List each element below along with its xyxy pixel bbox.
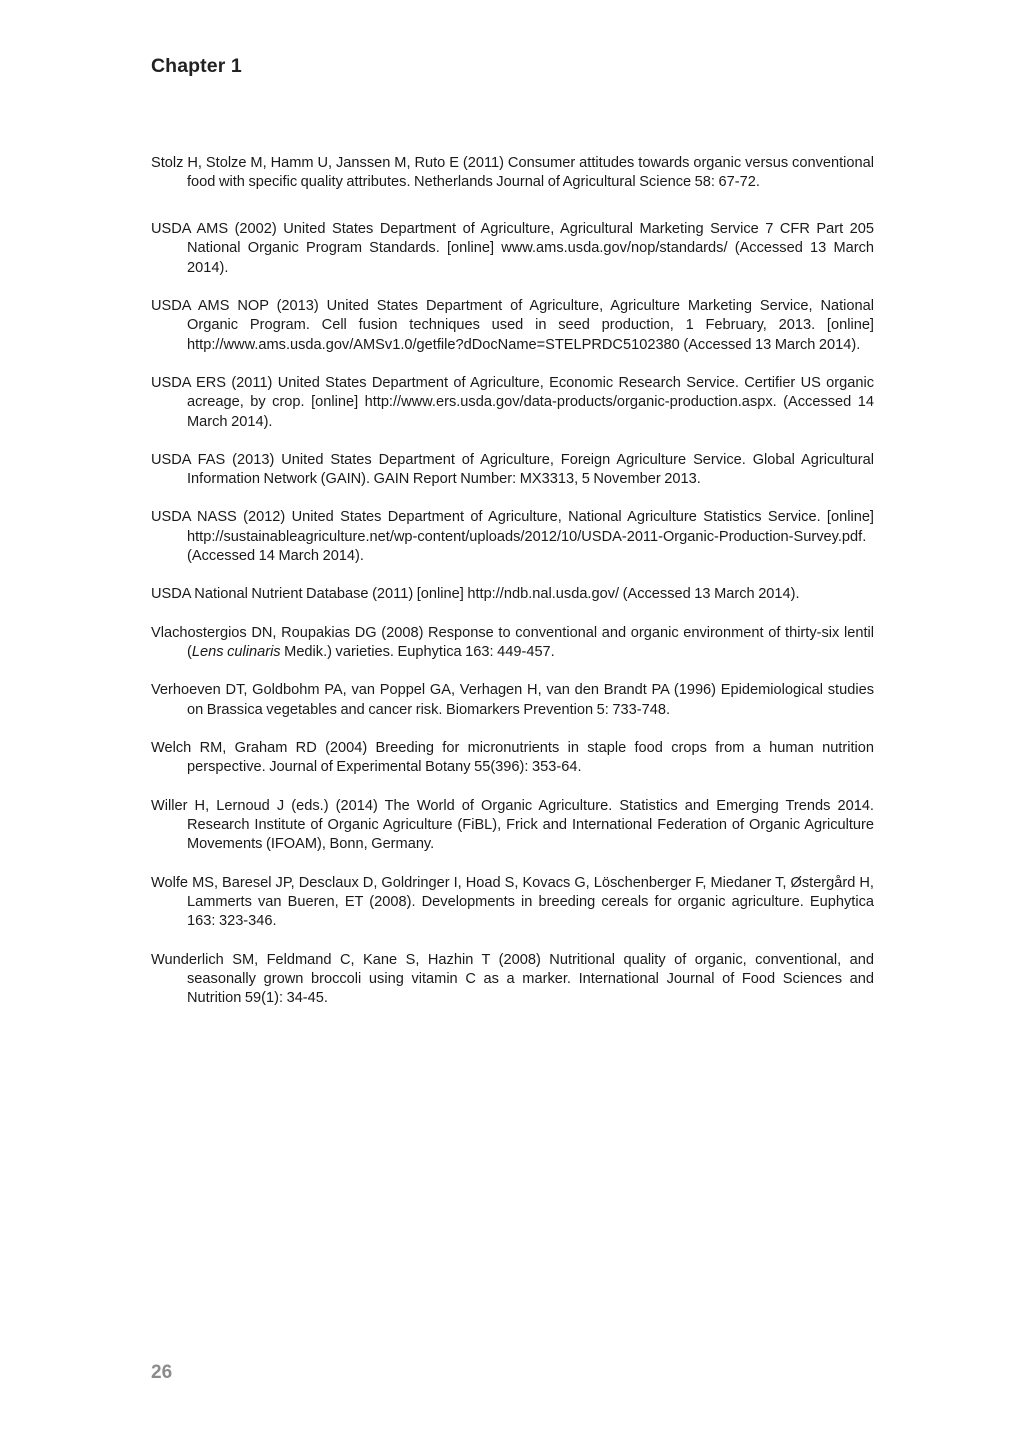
reference-text: USDA FAS (2013) United States Department of Agriculture, Foreign Agriculture Service. Global Agricultural Information Network (GAIN). GAIN Report Number: MX3313, 5 November 2013. xyxy=(151,451,874,488)
reference-text: Stolz H, Stolze M, Hamm U, Janssen M, Ruto E (2011) Consumer attitudes towards organic versus conventional food with specific quality attributes. Netherlands Journal of Agricultural Science 58: 67-72. xyxy=(151,155,874,191)
reference-item-usda-ams-nop xyxy=(151,297,874,355)
reference-item-wunderlich xyxy=(151,951,874,1009)
reference-text: Wunderlich SM, Feldmand C, Kane S, Hazhin T (2008) Nutritional quality of organic, conventional, and seasonally grown broccoli using vitamin C as a marker. International Journal of Food Sciences and Nutrition 59(1): 34-45. xyxy=(151,951,874,1007)
reference-item-welch xyxy=(151,739,874,778)
reference-text: Willer H, Lernoud J (eds.) (2014) The World of Organic Agriculture. Statistics and Emerging Trends 2014. Research Institute of Organic Agriculture (FiBL), Frick and International Federation of Organic Agriculture Movements (IFOAM), Bonn, Germany. xyxy=(151,797,874,853)
reference-item-usda-nutrient-db xyxy=(151,585,874,604)
reference-text: USDA AMS (2002) United States Department of Agriculture, Agricultural Marketing Service 7 CFR Part 205 National Organic Program Standards. [online] www.ams.usda.gov/nop/standards/ (Accessed 13 March 2014). xyxy=(151,220,874,276)
reference-text: USDA National Nutrient Database (2011) [online] http://ndb.nal.usda.gov/ (Accessed 13 March 2014). xyxy=(151,586,800,603)
reference-text: Vlachostergios DN, Roupakias DG (2008) Response to conventional and organic environment of thirty-six lentil ( xyxy=(151,624,874,661)
reference-text: USDA AMS NOP (2013) United States Department of Agriculture, Agriculture Marketing Service, National Organic Program. Cell fusion techniques used in seed production, 1 February, 2013. [online] http://www.ams.usda.gov/AMSv1.0/getfile?dDocName=STELPRDC5102380 (Accessed 13 March 2014). xyxy=(151,297,874,353)
chapter-title: Chapter 1 xyxy=(151,55,242,77)
reference-item-wolfe xyxy=(151,874,874,932)
page-number: 26 xyxy=(151,1362,173,1383)
reference-item-usda-ams xyxy=(151,220,874,278)
reference-text-tail: Medik.) varieties. Euphytica 163: 449-457. xyxy=(280,644,555,661)
reference-item-vlachostergios xyxy=(151,624,874,663)
reference-text: USDA NASS (2012) United States Department of Agriculture, National Agriculture Statistics Service. [online] http://sustainableagriculture.net/wp-content/uploads/2012/10/USDA-2011-Organic-Production-Survey.pdf. (Accessed 14 March 2014). xyxy=(151,509,874,565)
reference-item-verhoeven xyxy=(151,681,874,720)
reference-text: Wolfe MS, Baresel JP, Desclaux D, Goldringer I, Hoad S, Kovacs G, Löschenberger F, Miedaner T, Østergård H, Lammerts van Bueren, ET (2008). Developments in breeding cereals for organic agriculture. Euphytica 163: 323-346. xyxy=(151,874,874,930)
reference-item-usda-nass xyxy=(151,508,874,566)
reference-list xyxy=(151,154,874,1028)
reference-text: Verhoeven DT, Goldbohm PA, van Poppel GA, Verhagen H, van den Brandt PA (1996) Epidemiological studies on Brassica vegetables and cancer risk. Biomarkers Prevention 5: 733-748. xyxy=(151,682,874,718)
reference-text: Welch RM, Graham RD (2004) Breeding for micronutrients in staple food crops from a human nutrition perspective. Journal of Experimental Botany 55(396): 353-64. xyxy=(151,739,874,776)
reference-text: USDA ERS (2011) United States Department of Agriculture, Economic Research Service. Certifier US organic acreage, by crop. [online] http://www.ers.usda.gov/data-products/organic-production.aspx. (Accessed 14 March 2014). xyxy=(151,374,874,430)
reference-item-stolz xyxy=(151,154,874,193)
reference-item-usda-ers xyxy=(151,374,874,432)
reference-item-willer xyxy=(151,797,874,855)
reference-italic-species: Lens culinaris xyxy=(191,644,281,661)
reference-item-usda-fas xyxy=(151,451,874,490)
